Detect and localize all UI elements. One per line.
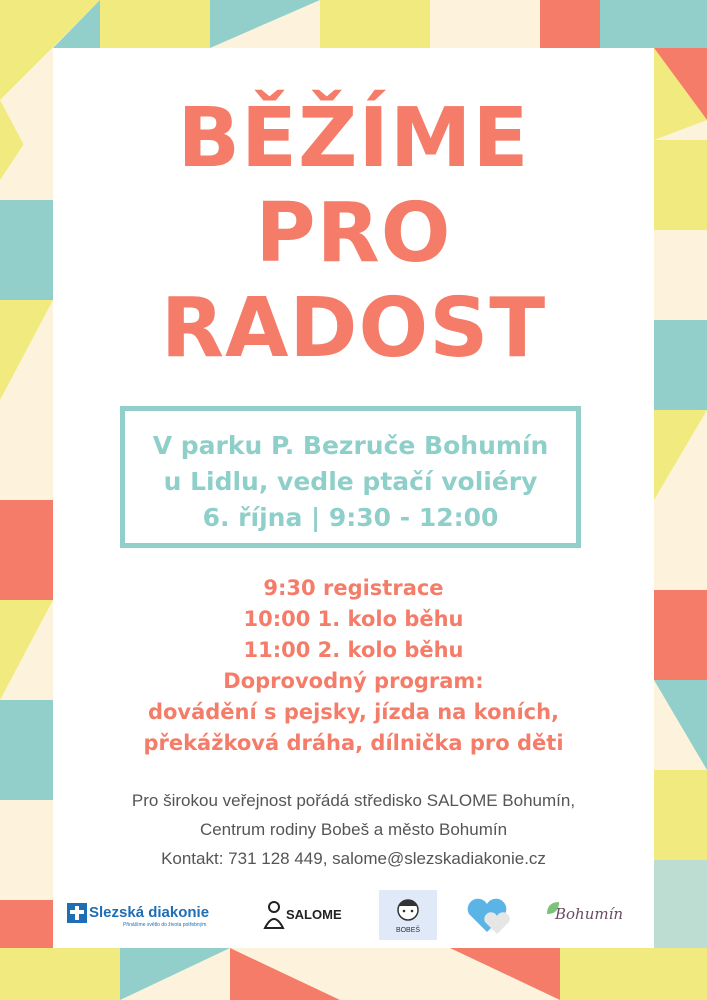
bobes-name: BOBEŠ — [395, 927, 421, 934]
title-line-2: PRO — [255, 186, 452, 281]
salome-logo — [261, 890, 361, 940]
schedule-item: 11:00 2. kolo běhu — [243, 638, 464, 662]
organizer-line: Pro širokou veřejnost pořádá středisko SALOME Bohumín, — [131, 791, 576, 810]
title-line-3: RADOST — [160, 281, 547, 376]
schedule-item: překážková dráha, dílnička pro děti — [143, 731, 564, 755]
salome-figure-icon — [261, 900, 287, 930]
title-line-1: BĚŽÍME — [177, 91, 530, 186]
contact-line: Kontakt: 731 128 449, salome@slezskadiakonie.cz — [161, 849, 546, 868]
partner-logos — [53, 890, 654, 940]
diakonie-cross-icon — [67, 903, 87, 923]
heart-logo — [457, 890, 527, 940]
bobes-logo — [379, 890, 437, 940]
heart-icon — [457, 890, 527, 940]
schedule — [53, 573, 654, 759]
slezska-diakonie-tagline: Přinášíme světlo do života potřebným — [123, 922, 207, 928]
venue-date-time: 6. října | 9:30 - 12:00 — [202, 503, 499, 532]
venue-location: V parku P. Bezruče Bohumín — [152, 431, 549, 460]
salome-name: SALOME — [286, 907, 342, 922]
schedule-item: 10:00 1. kolo běhu — [243, 607, 464, 631]
venue-detail: u Lidlu, vedle ptačí voliéry — [163, 467, 538, 496]
organizer-info — [53, 786, 654, 873]
venue-box — [120, 406, 581, 548]
schedule-item: 9:30 registrace — [263, 576, 444, 600]
bohumin-name: Bohumín — [555, 905, 624, 923]
schedule-item: Doprovodný program: — [223, 669, 484, 693]
organizer-line: Centrum rodiny Bobeš a město Bohumín — [199, 820, 508, 839]
slezska-diakonie-logo — [67, 890, 227, 940]
poster-card — [53, 48, 654, 948]
bohumin-logo — [543, 890, 643, 940]
slezska-diakonie-name: Slezská diakonie — [89, 904, 210, 921]
schedule-item: dovádění s pejsky, jízda na koních, — [147, 700, 560, 724]
